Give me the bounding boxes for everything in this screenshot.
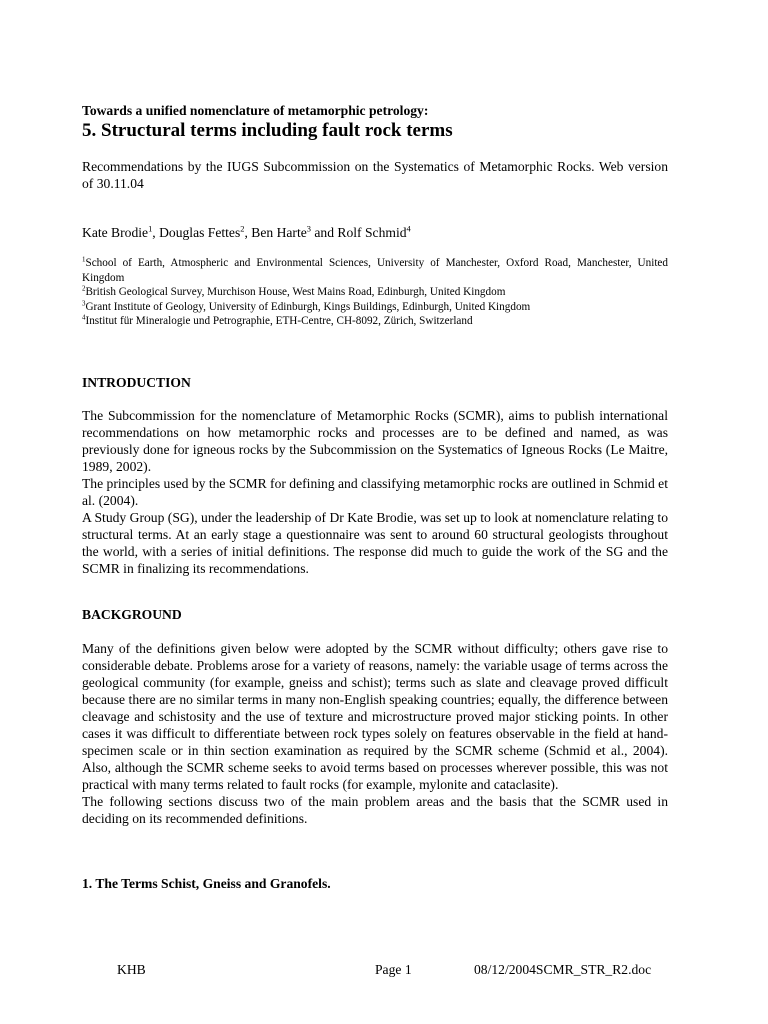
document-subtitle: Towards a unified nomenclature of metamorphic petrology:	[82, 103, 429, 118]
author-name: Douglas Fettes	[159, 225, 241, 240]
affiliation-text: Institut für Mineralogie und Petrographie, ETH-Centre, CH-8092, Zürich, Switzerland	[85, 315, 473, 327]
author-affiliation-mark: 3	[306, 223, 311, 234]
section-heading: 1. The Terms Schist, Gneiss and Granofels.	[82, 876, 331, 891]
affiliation-mark: 3	[82, 298, 86, 307]
affiliation-mark: 1	[82, 255, 86, 264]
introduction-body	[82, 407, 668, 577]
author-affiliation-mark: 2	[240, 223, 245, 234]
author-list	[82, 225, 411, 241]
author-name: Rolf Schmid	[337, 225, 407, 240]
author-name: Kate Brodie	[82, 225, 149, 240]
author-separator: ,	[152, 225, 160, 240]
author-name: Ben Harte	[251, 225, 307, 240]
background-body	[82, 640, 668, 827]
document-title: 5. Structural terms including fault rock terms	[82, 120, 453, 141]
affiliation-item	[82, 300, 668, 315]
paragraph: The principles used by the SCMR for defining and classifying metamorphic rocks are outlined in Schmid et al. (2004).	[82, 476, 668, 508]
paragraph: The following sections discuss two of the main problem areas and the basis that the SCMR used in deciding on its recommended definitions.	[82, 794, 668, 826]
affiliation-item	[82, 256, 668, 285]
paragraph: A Study Group (SG), under the leadership of Dr Kate Brodie, was set up to look at nomenclature relating to structural terms. At an early stage a questionnaire was sent to around 60 structural geologists throughout the world, with a series of initial definitions. The response did much to guide the work of the SG and the SCMR in finalizing its recommendations.	[82, 510, 668, 576]
paragraph: Many of the definitions given below were adopted by the SCMR without difficulty; others gave rise to considerable debate. Problems arose for a variety of reasons, namely: the variable usage of terms across the geological community (for example, gneiss and schist); terms such as slate and cleavage proved difficult because there are no similar terms in many non-English speaking countries; equally, the difference between cleavage and schistosity and the use of texture and microstructure proved major sticking points. In other cases it was difficult to differentiate between rock types solely on features observable in the field at hand-specimen scale or in thin section examination as required by the SCMR scheme (Schmid et al., 2004). Also, although the SCMR scheme seeks to avoid terms based on processes wherever possible, this was not practical with many terms related to fault rocks (for example, mylonite and cataclasite).	[82, 641, 668, 792]
affiliation-mark: 2	[82, 284, 86, 293]
author-affiliation-mark: 4	[406, 223, 411, 234]
author-affiliation-mark: 1	[148, 223, 153, 234]
affiliation-text: Grant Institute of Geology, University of Edinburgh, Kings Buildings, Edinburgh, United Kingdom	[85, 300, 531, 313]
footer-filename: 08/12/2004SCMR_STR_R2.doc	[474, 962, 652, 977]
paragraph: The Subcommission for the nomenclature of Metamorphic Rocks (SCMR), aims to publish international recommendations on how metamorphic rocks and processes are to be defined and named, as was previously done for igneous rocks by the Subcommission on the Systematics of Igneous Rocks (Le Maitre, 1989, 2002).	[82, 408, 668, 474]
affiliation-list	[82, 256, 668, 329]
author-separator: and	[310, 225, 338, 240]
affiliation-text: School of Earth, Atmospheric and Environmental Sciences, University of Manchester, Oxford Road, Manchester, United Kingdom	[82, 257, 668, 284]
affiliation-mark: 4	[82, 313, 86, 322]
footer-initials: KHB	[117, 962, 146, 977]
introduction-heading: INTRODUCTION	[82, 375, 191, 390]
affiliation-item	[82, 285, 668, 300]
affiliation-text: British Geological Survey, Murchison House, West Mains Road, Edinburgh, United Kingdom	[85, 286, 506, 298]
footer-page-number: Page 1	[375, 962, 412, 977]
affiliation-item	[82, 314, 668, 329]
background-heading: BACKGROUND	[82, 607, 182, 622]
author-separator: ,	[244, 225, 252, 240]
recommendation-note: Recommendations by the IUGS Subcommission on the Systematics of Metamorphic Rocks. Web version of 30.11.04	[82, 159, 668, 191]
